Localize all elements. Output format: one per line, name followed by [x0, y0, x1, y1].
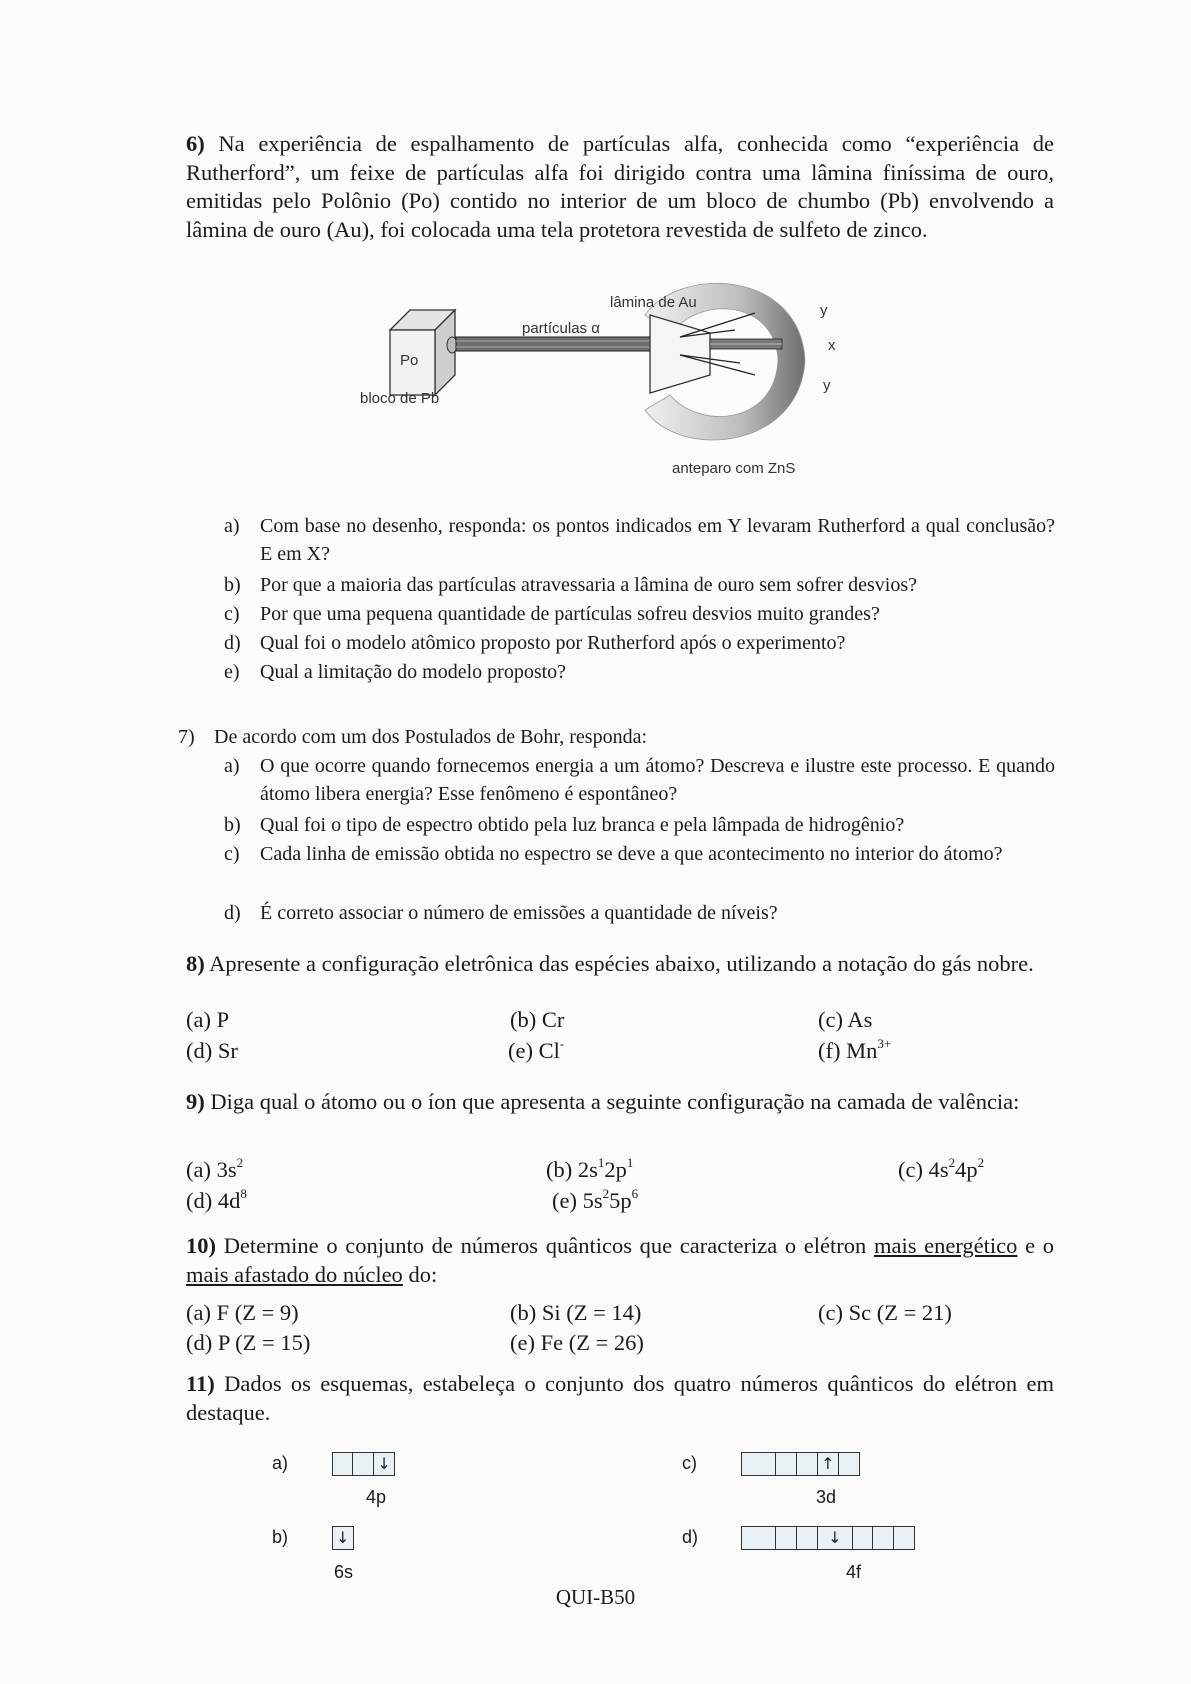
orbital-box-highlight: ↓ — [332, 1526, 354, 1550]
orbital-box-highlight: ↓ — [373, 1452, 395, 1476]
orbital-box — [352, 1452, 374, 1476]
orbital-box — [775, 1452, 797, 1476]
q10-option-c: (c) Sc (Z = 21) — [818, 1300, 952, 1325]
q8-option-c: (c) As — [818, 1007, 873, 1032]
orbital-box — [852, 1526, 874, 1550]
q8-option-f: (f) $Mn^{3+}$ — [818, 1035, 892, 1063]
scheme-a-boxes — [333, 1452, 395, 1476]
question-9-text: Diga qual o átomo ou o íon que apresenta a seguinte configuração na camada de valência: — [210, 1089, 1020, 1114]
question-7-number: 7) — [178, 726, 195, 748]
orbital-box — [872, 1526, 894, 1550]
question-8-text: Apresente a configuração eletrônica das espécies abaixo, utilizando a notação do gás nobre. — [209, 951, 1034, 976]
q10-option-e: (e) Fe (Z = 26) — [510, 1330, 644, 1355]
orbital-box — [332, 1452, 354, 1476]
orbital-box-highlight: ↓ — [817, 1526, 853, 1550]
q10-option-a: (a) F (Z = 9) — [186, 1300, 299, 1325]
q7-item-a: a) O que ocorre quando fornecemos energia a um átomo? Descreva e ilustre este processo. E quando átomo libera energia? Esse fenômeno é espontâneo? — [224, 755, 1055, 805]
q9-option-d: (d) $4d^8$ — [186, 1185, 247, 1213]
scheme-d-boxes — [742, 1526, 915, 1550]
q7-item-c: c) Cada linha de emissão obtida no espectro se deve a que acontecimento no interior do átomo? — [224, 843, 1003, 865]
exam-page: 6) Na experiência de espalhamento de partículas alfa, conhecida como “experiência de Rutherford”, um feixe de partículas alfa foi dirigido contra uma lâmina finíssima de ouro, emitidas pelo Polônio (Po) contido no interior de um bloco de chumbo (Pb) envolvendo a lâmina de ouro (Au), foi colocada uma tela protetora revestida de sulfeto de zinco. Po bloco de Pb partículas α lâmina de Au y x y anteparo com ZnS a) Com base no desenho, responda: os pontos indicados em Y levaram Rutherford a qual conclusão? E em X? b) Por que a maioria das partículas atravessaria a lâmina de ouro sem sofrer desvios? c) Por que uma pequena quantidade de partículas sofreu desvios muito grandes? d) Qual foi o modelo atômico proposto por Rutherford após o experimento? e) Qual a limitação do modelo proposto? 7) De acordo com um dos Postulados de Bohr, responda: a) O que ocorre quando fornecemos energia a um átomo? Descreva e ilustre este processo. E quando átomo libera energia? Esse fenômeno é espontâneo? b) Qual foi o tipo de espectro obtido pela luz branca e pela lâmpada de hidrogênio? c) Cada linha de emissão obtida no espectro se deve a que acontecimento no interior do átomo? d) É correto associar o número de emissões a quantidade de níveis? 8) Apresente a configuração eletrônica das espécies abaixo, utilizando a notação do gás nobre. (a) P (b) Cr (c) As (d) Sr (e) Cl- (f) $Mn^{3+}$ 9) Diga qual o átomo ou o íon que apresenta a seguinte configuração na camada de valência: (a) $3s^2$ (b) $2s^12p^1$ (c) $4s^24p^2$ (d) $4d^8$ (e) $5s^25p^6$ 10) Determine o conjunto de números quânticos que caracteriza o elétron mais energético e o mais afastado do núcleo do: (a) F (Z = 9) (b) Si (Z = 14) (c) Sc (Z = 21) (d) P (Z = 15) (e) Fe (Z = 26) 11) Dados os esquemas, estabeleça o conjunto dos quatro números quânticos do elétron em destaque. a) ↓ 4p b) ↓ 6s c) ↑ 3d d) ↓ 4f QUI-B50 — [0, 0, 1191, 1684]
scheme-b-label: b) — [272, 1527, 289, 1547]
scheme-c-label: c) — [682, 1453, 697, 1473]
question-10: 10) Determine o conjunto de números quânticos que caracteriza o elétron mais energético e o mais afastado do núcleo do: — [186, 1233, 1055, 1287]
q9-option-b: (b) $2s^12p^1$ — [546, 1154, 634, 1182]
orbital-box-highlight: ↑ — [817, 1452, 839, 1476]
question-11 — [186, 1370, 1054, 1427]
q10-option-d: (d) P (Z = 15) — [186, 1330, 311, 1355]
scheme-a-orbital: 4p — [366, 1487, 387, 1507]
alpha-beam — [456, 337, 654, 351]
orbital-box — [775, 1526, 797, 1550]
question-9 — [186, 1088, 1054, 1117]
question-11-number: 11) — [186, 1371, 215, 1396]
scheme-c-orbital: 3d — [816, 1487, 837, 1507]
scheme-b-boxes — [333, 1526, 354, 1550]
orbital-box — [893, 1526, 915, 1550]
rutherford-diagram — [360, 275, 860, 485]
q8-option-b: (b) Cr — [510, 1007, 565, 1032]
page-footer-code: QUI-B50 — [555, 1585, 636, 1609]
orbital-box — [796, 1526, 818, 1550]
orbital-box — [741, 1452, 777, 1476]
question-6-number: 6) — [186, 131, 205, 156]
q8-option-a: (a) P — [186, 1007, 230, 1032]
scheme-d-orbital: 4f — [846, 1562, 862, 1582]
orbital-box — [796, 1452, 818, 1476]
question-9-number: 9) — [186, 1089, 205, 1114]
y-top-label: y — [820, 302, 828, 319]
gold-foil — [650, 315, 710, 393]
q9-option-a: (a) $3s^2$ — [186, 1154, 244, 1182]
question-6-text: Na experiência de espalhamento de partículas alfa, conhecida como “experiência de Rutherford”, um feixe de partículas alfa foi dirigido contra uma lâmina finíssima de ouro, emitidas pelo Polônio (Po) contido no interior de um bloco de chumbo (Pb) envolvendo a lâmina de ouro (Au), foi colocada uma tela protetora revestida de sulfeto de zinco. — [186, 131, 1055, 242]
scheme-d-label: d) — [682, 1527, 699, 1547]
orbital-box — [741, 1526, 777, 1550]
question-8 — [186, 950, 1054, 979]
question-10-number: 10) — [186, 1233, 216, 1258]
anteparo-label: anteparo com ZnS — [672, 460, 796, 477]
question-8-number: 8) — [186, 951, 205, 976]
scheme-b-orbital: 6s — [334, 1562, 354, 1582]
scheme-c-boxes — [742, 1452, 860, 1476]
q8-option-e: (e) Cl- — [508, 1035, 565, 1063]
q9-option-c: (c) $4s^24p^2$ — [898, 1154, 985, 1182]
q8-option-d: (d) Sr — [186, 1038, 238, 1063]
question-7-text: De acordo com um dos Postulados de Bohr, responda: — [214, 726, 648, 748]
orbital-box — [838, 1452, 860, 1476]
q6-item-a: a) Com base no desenho, responda: os pontos indicados em Y levaram Rutherford a qual conclusão? E em X? — [224, 515, 1055, 565]
po-label: Po — [400, 352, 419, 369]
x-label: x — [828, 337, 836, 354]
question-11-text: Dados os esquemas, estabeleça o conjunto dos quatro números quânticos do elétron em destaque. — [186, 1371, 1054, 1425]
lamina-label: lâmina de Au — [610, 294, 697, 311]
particulas-label: partículas α — [522, 320, 600, 337]
bloco-label: bloco de Pb — [360, 390, 440, 407]
q9-option-e: (e) $5s^25p^6$ — [552, 1185, 639, 1213]
scheme-a-label: a) — [272, 1453, 289, 1473]
question-6 — [186, 130, 1054, 244]
q10-option-b: (b) Si (Z = 14) — [510, 1300, 642, 1325]
y-bottom-label: y — [823, 377, 831, 394]
